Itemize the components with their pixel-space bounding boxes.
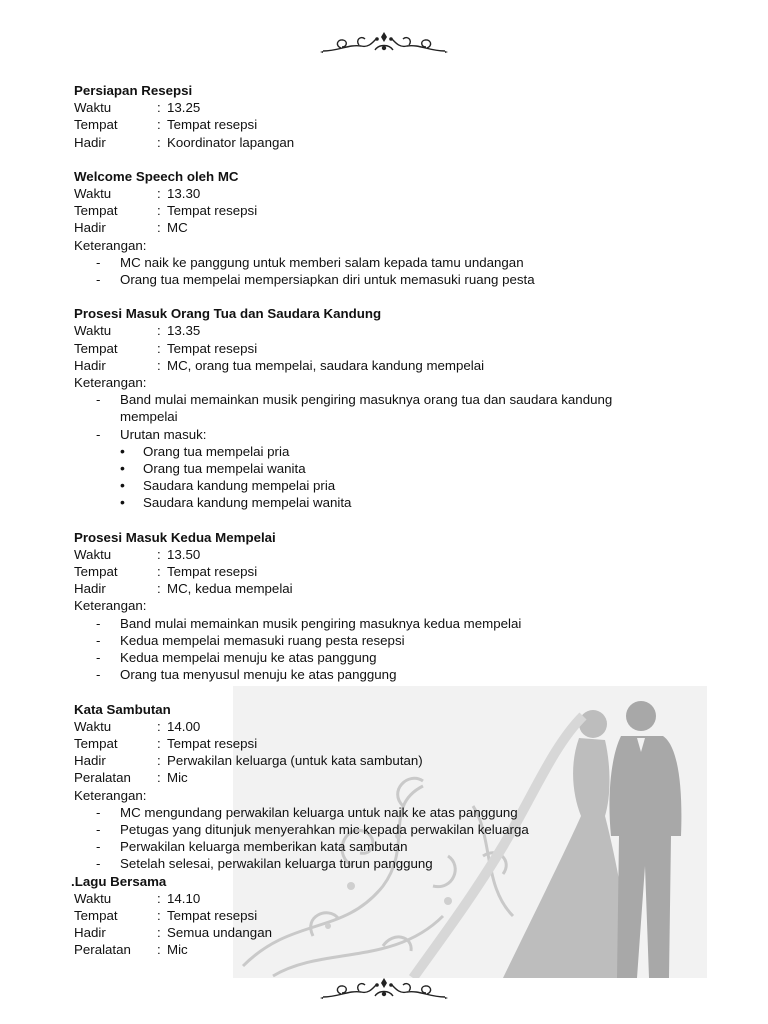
field-label: Waktu — [74, 100, 112, 116]
field-row-peralatan — [74, 769, 694, 786]
field-colon: : — [157, 323, 161, 339]
field-value: Tempat resepsi — [167, 117, 258, 133]
field-row-tempat — [74, 735, 694, 752]
field-value: Tempat resepsi — [167, 735, 258, 751]
field-value: 14.00 — [167, 718, 201, 734]
field-colon: : — [157, 546, 161, 562]
field-row-hadir — [74, 357, 694, 374]
field-value: Perwakilan keluarga (untuk kata sambutan) — [167, 753, 423, 769]
field-label: Hadir — [74, 581, 106, 597]
field-value: 13.35 — [167, 323, 201, 339]
field-colon: : — [157, 925, 161, 941]
field-row-waktu — [74, 99, 694, 116]
notes-list — [74, 804, 694, 873]
field-label: Hadir — [74, 753, 106, 769]
field-label: Waktu — [74, 718, 112, 734]
field-row-hadir — [74, 219, 694, 236]
field-row-tempat — [74, 563, 694, 580]
section-lagu-bersama — [71, 873, 694, 959]
list-item: - MC naik ke panggung untuk memberi salam kepada tamu undangan — [74, 254, 694, 271]
field-value: 13.25 — [167, 100, 201, 116]
order-item: • Saudara kandung mempelai pria — [120, 477, 694, 494]
section-title: Welcome Speech oleh MC — [74, 168, 239, 184]
list-item: - Orang tua menyusul menuju ke atas panggung — [74, 666, 694, 683]
field-row-waktu — [74, 185, 694, 202]
field-colon: : — [157, 942, 161, 958]
section-welcome-speech — [74, 168, 694, 288]
field-label: Peralatan — [74, 942, 131, 958]
field-label: Waktu — [74, 186, 112, 202]
field-value: Tempat resepsi — [167, 907, 258, 923]
field-label: Tempat — [74, 735, 118, 751]
event-rundown — [71, 82, 694, 976]
field-value: 13.30 — [167, 186, 201, 202]
footer-ornament-icon — [319, 976, 449, 1002]
order-item: • Orang tua mempelai pria — [120, 443, 694, 460]
notes-label: Keterangan: — [74, 237, 147, 253]
notes-label: Keterangan: — [74, 375, 147, 391]
list-item-text: Band mulai memainkan musik pengiring masuknya orang tua dan saudara kandung mempelai — [120, 392, 613, 425]
order-item: • Saudara kandung mempelai wanita — [120, 494, 694, 511]
field-row-waktu — [74, 322, 694, 339]
field-row-hadir — [74, 752, 694, 769]
field-label: Hadir — [74, 134, 106, 150]
field-label: Waktu — [74, 323, 112, 339]
field-label: Tempat — [74, 907, 118, 923]
list-item: - Kedua mempelai memasuki ruang pesta resepsi — [74, 632, 694, 649]
field-colon: : — [157, 117, 161, 133]
field-value: MC, kedua mempelai — [167, 581, 293, 597]
field-colon: : — [157, 718, 161, 734]
order-item: • Orang tua mempelai wanita — [120, 460, 694, 477]
field-label: Tempat — [74, 564, 118, 580]
notes-list — [74, 254, 694, 288]
field-value: Mic — [167, 770, 188, 786]
notes-label: Keterangan: — [74, 787, 147, 803]
field-label: Hadir — [74, 925, 106, 941]
field-colon: : — [157, 203, 161, 219]
field-colon: : — [157, 770, 161, 786]
section-kata-sambutan — [74, 701, 694, 873]
field-colon: : — [157, 907, 161, 923]
field-colon: : — [157, 357, 161, 373]
field-value: Tempat resepsi — [167, 203, 258, 219]
notes-list — [74, 391, 694, 511]
field-value: Koordinator lapangan — [167, 134, 295, 150]
list-item: - Band mulai memainkan musik pengiring masuknya kedua mempelai — [74, 615, 694, 632]
section-title: Kata Sambutan — [74, 701, 171, 717]
field-colon: : — [157, 735, 161, 751]
field-label: Tempat — [74, 203, 118, 219]
field-row-tempat — [74, 202, 694, 219]
field-row-hadir — [74, 580, 694, 597]
field-colon: : — [157, 340, 161, 356]
field-value: 14.10 — [167, 890, 201, 906]
field-value: Mic — [167, 942, 188, 958]
field-row-peralatan — [74, 941, 694, 958]
list-item: - Setelah selesai, perwakilan keluarga turun panggung — [74, 855, 694, 872]
section-title: Prosesi Masuk Orang Tua dan Saudara Kandung — [74, 306, 382, 322]
field-row-tempat — [74, 340, 694, 357]
field-row-waktu — [74, 546, 694, 563]
field-colon: : — [157, 564, 161, 580]
section-prosesi-orang-tua — [74, 305, 694, 511]
field-value: Tempat resepsi — [167, 564, 258, 580]
field-row-hadir — [74, 134, 694, 151]
section-title: Persiapan Resepsi — [74, 83, 193, 98]
field-colon: : — [157, 890, 161, 906]
field-colon: : — [157, 186, 161, 202]
field-value: 13.50 — [167, 546, 201, 562]
section-title: .Lagu Bersama — [71, 873, 167, 889]
field-label: Tempat — [74, 117, 118, 133]
field-row-tempat — [74, 116, 694, 133]
field-row-tempat — [74, 907, 694, 924]
field-value: MC — [167, 220, 188, 236]
section-title: Prosesi Masuk Kedua Mempelai — [74, 529, 276, 545]
field-colon: : — [157, 753, 161, 769]
field-value: Tempat resepsi — [167, 340, 258, 356]
field-label: Waktu — [74, 546, 112, 562]
field-row-hadir — [74, 924, 694, 941]
order-list — [120, 443, 694, 512]
list-item: - Petugas yang ditunjuk menyerahkan mic kepada perwakilan keluarga — [74, 821, 694, 838]
field-label: Hadir — [74, 357, 106, 373]
field-label: Tempat — [74, 340, 118, 356]
list-item: - Orang tua mempelai mempersiapkan diri untuk memasuki ruang pesta — [74, 271, 694, 288]
list-item: - Perwakilan keluarga memberikan kata sambutan — [74, 838, 694, 855]
list-item: - Kedua mempelai menuju ke atas panggung — [74, 649, 694, 666]
field-value: Semua undangan — [167, 925, 272, 941]
section-persiapan-resepsi — [74, 82, 694, 151]
field-row-waktu — [74, 718, 694, 735]
field-label: Waktu — [74, 890, 112, 906]
field-colon: : — [157, 100, 161, 116]
field-value: MC, orang tua mempelai, saudara kandung mempelai — [167, 357, 485, 373]
field-colon: : — [157, 134, 161, 150]
field-colon: : — [157, 220, 161, 236]
list-item — [74, 391, 694, 425]
list-item — [74, 426, 694, 512]
list-item-text: Urutan masuk: — [120, 426, 207, 442]
notes-list — [74, 615, 694, 684]
field-row-waktu — [74, 890, 694, 907]
field-colon: : — [157, 581, 161, 597]
field-label: Peralatan — [74, 770, 131, 786]
header-ornament-icon — [319, 30, 449, 56]
notes-label: Keterangan: — [74, 598, 147, 614]
list-item: - MC mengundang perwakilan keluarga untuk naik ke atas panggung — [74, 804, 694, 821]
field-label: Hadir — [74, 220, 106, 236]
section-prosesi-mempelai — [74, 529, 694, 684]
